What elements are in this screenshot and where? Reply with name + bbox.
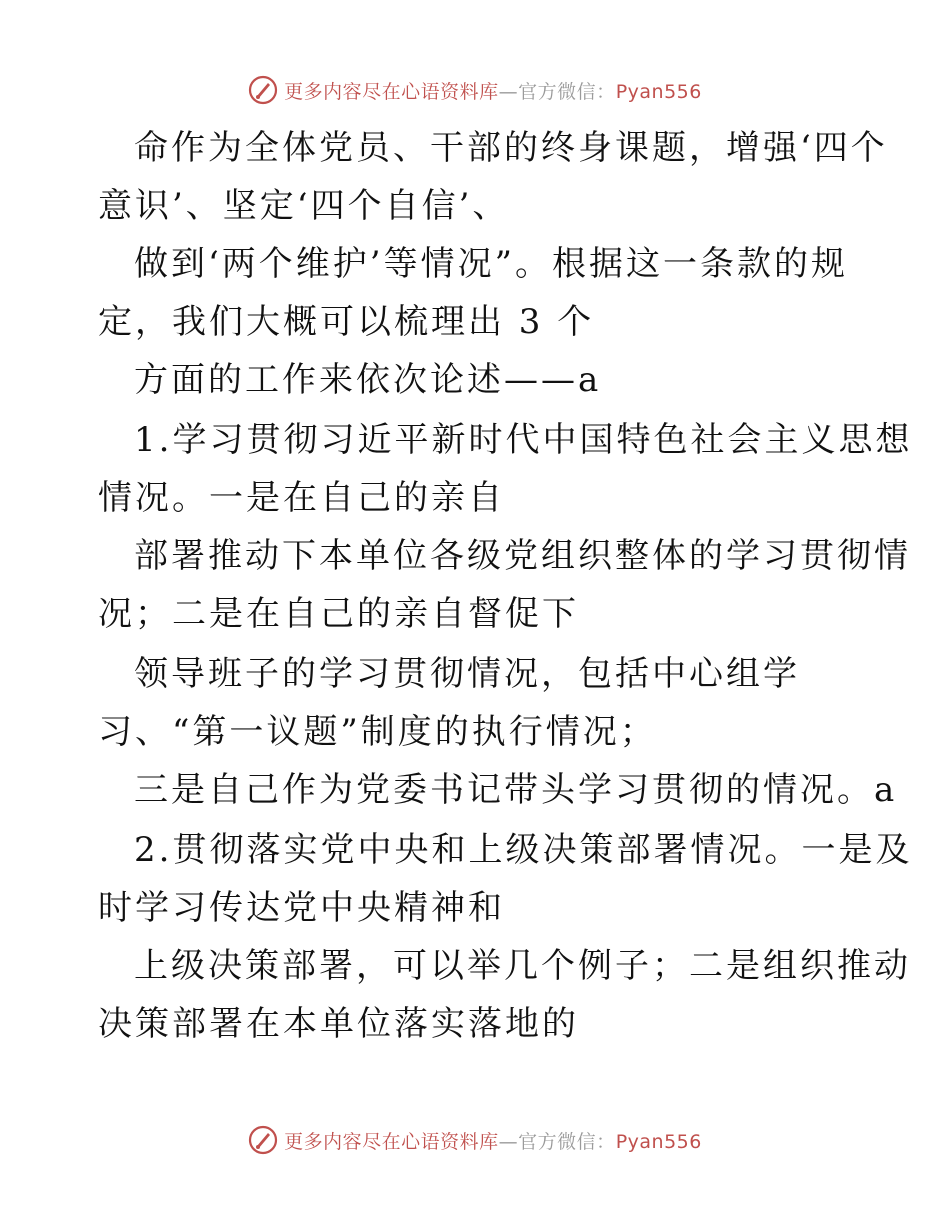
text-line: 部署推动下本单位各级党组织整体的学习贯彻情 <box>134 536 911 576</box>
text-line: 2.贯彻落实党中央和上级决策部署情况。一是及 <box>134 830 913 870</box>
watermark-main-text: 更多内容尽在心语资料库 <box>284 80 499 103</box>
text-line: 决策部署在本单位落实落地的 <box>98 1004 579 1044</box>
text-line: 定，我们大概可以梳理出 3 个 <box>98 302 595 342</box>
quill-logo-icon <box>248 75 278 105</box>
watermark-official-label: 官方微信： <box>518 80 616 103</box>
watermark-official-label: 官方微信： <box>518 1130 616 1153</box>
text-line: 命作为全体党员、干部的终身课题，增强‘四个 <box>134 128 888 168</box>
watermark-brand: Pyan556 <box>615 1130 702 1153</box>
watermark-text <box>284 77 702 104</box>
text-line: 况；二是在自己的亲自督促下 <box>98 594 579 634</box>
watermark-main-text: 更多内容尽在心语资料库 <box>284 1130 499 1153</box>
text-line: 做到‘两个维护’等情况”。根据这一条款的规 <box>134 244 848 284</box>
watermark-separator: — <box>498 1130 519 1153</box>
text-line: 上级决策部署，可以举几个例子；二是组织推动 <box>134 946 911 986</box>
text-line: 习、“第一议题”制度的执行情况； <box>98 712 657 752</box>
text-line: 情况。一是在自己的亲自 <box>98 478 505 518</box>
text-line: 方面的工作来依次论述——a <box>134 360 602 400</box>
text-line: 领导班子的学习贯彻情况，包括中心组学 <box>134 654 800 694</box>
footer-watermark <box>0 1120 950 1160</box>
quill-logo-icon <box>248 1125 278 1155</box>
header-watermark <box>0 70 950 110</box>
text-line: 1.学习贯彻习近平新时代中国特色社会主义思想 <box>134 420 913 460</box>
watermark-text <box>284 1127 702 1154</box>
text-line: 三是自己作为党委书记带头学习贯彻的情况。a <box>134 770 898 810</box>
watermark-brand: Pyan556 <box>615 80 702 103</box>
text-line: 意识’、坚定‘四个自信’、 <box>98 186 510 226</box>
text-line: 时学习传达党中央精神和 <box>98 888 505 928</box>
watermark-separator: — <box>498 80 519 103</box>
